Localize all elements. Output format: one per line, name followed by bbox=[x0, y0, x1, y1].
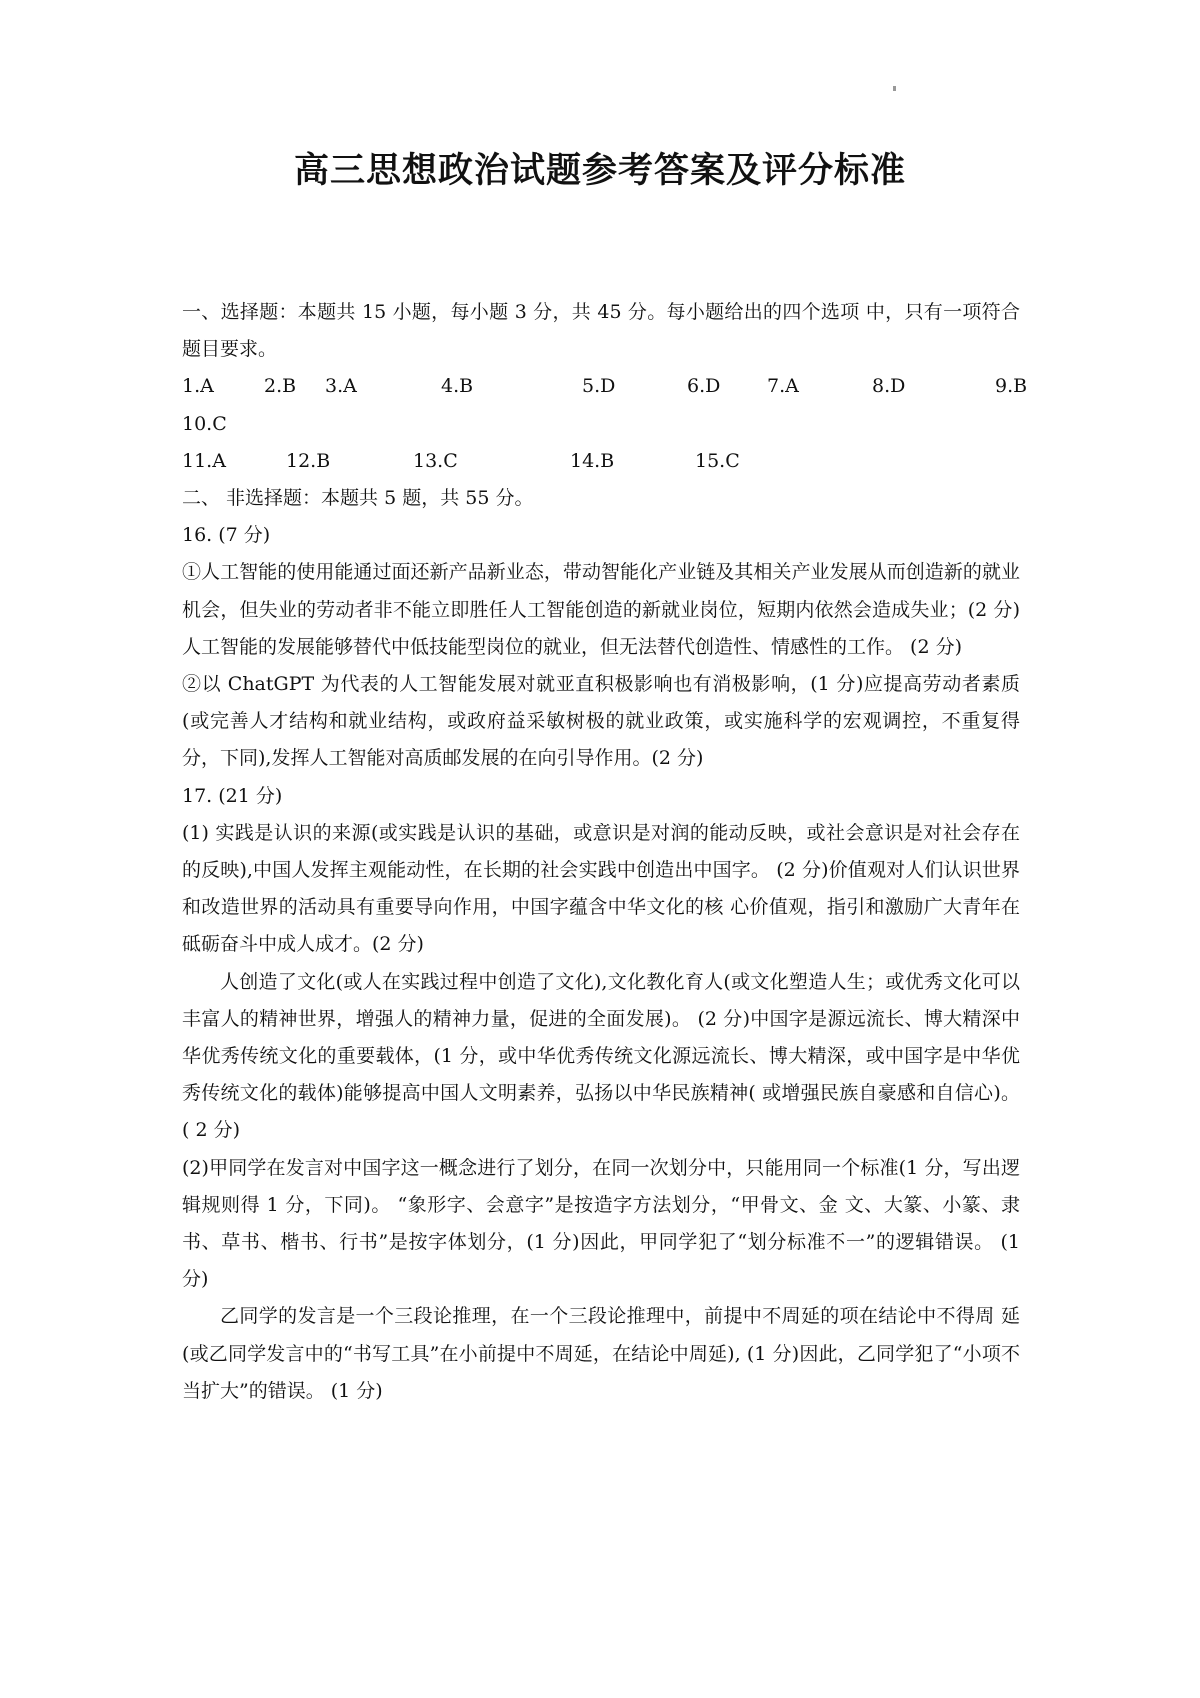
answer-item: 15.C bbox=[695, 449, 740, 472]
answer-item: 13.C bbox=[413, 449, 458, 472]
answer-item: 14.B bbox=[570, 449, 615, 472]
answer-item: 9.B bbox=[995, 375, 1028, 398]
answer-item: 7.A bbox=[767, 375, 799, 398]
answer-item: 10.C bbox=[182, 412, 227, 435]
question-17-answer-1: (1) 实践是认识的来源(或实践是认识的基础，或意识是对润的能动反映，或社会意识是对社会存在的反映),中国人发挥主观能动性，在长期的社会实践中创造出中国字。 (2 分)价值观对人们认识世界和改造世界的活动具有重要导向作用，中国字蕴含中华文化的核 心价值观，指引和激励广大青年在砥砺奋斗中成人成才。(2 分) bbox=[182, 821, 1020, 956]
answer-item: 12.B bbox=[286, 449, 331, 472]
page-title: 高三思想政治试题参考答案及评分标准 bbox=[293, 150, 906, 191]
question-16-label: 16. (7 分) bbox=[182, 524, 271, 547]
answer-row-2 bbox=[182, 406, 1020, 443]
question-17-answer-4: 乙同学的发言是一个三段论推理，在一个三段论推理中，前提中不周延的项在结论中不得周 延(或乙同学发言中的“书写工具”在小前提中不周延，在结论中周延), (1 分)因此，乙同学犯了“小项不当扩大”的错误。 (1 分) bbox=[182, 1305, 1020, 1402]
answer-item: 5.D bbox=[582, 375, 616, 398]
section1-heading: 一、选择题：本题共 15 小题，每小题 3 分，共 45 分。每小题给出的四个选项 中，只有一项符合题目要求。 bbox=[182, 301, 1020, 361]
answer-row-3 bbox=[182, 443, 1020, 480]
answer-item: 6.D bbox=[687, 375, 721, 398]
document-body bbox=[182, 294, 1028, 1410]
question-17-answer-2: 人创造了文化(或人在实践过程中创造了文化),文化教化育人(或文化塑造人生；或优秀文化可以丰富人的精神世界，增强人的精神力量，促进的全面发展)。 (2 分)中国字是源远流长、博大精深中华优秀传统文化的重要载体，(1 分，或中华优秀传统文化源远流长、博大精深，或中国字是中华优秀传统文化的载体)能够提高中国人文明素养，弘扬以中华民族精神( 或增强民族自豪感和自信心)。 ( 2 分) bbox=[182, 970, 1020, 1142]
question-16-answer-1: ①人工智能的使用能通过面还新产品新业态，带动智能化产业链及其相关产业发展从而创造新的就业机会，但失业的劳动者非不能立即胜任人工智能创造的新就业岗位，短期内依然会造成失业；(2 分)人工智能的发展能够替代中低技能型岗位的就业，但无法替代创造性、情感性的工作。 (2 分) bbox=[182, 561, 1020, 658]
question-16-answer-2: ②以 ChatGPT 为代表的人工智能发展对就亚直积极影响也有消极影响，(1 分)应提高劳动者素质(或完善人才结构和就业结构，或政府益采敏树极的就业政策，或实施科学的宏观调控，不重复得分，下同),发挥人工智能对高质邮发展的在向引导作用。(2 分) bbox=[182, 672, 1020, 770]
scan-dot bbox=[893, 86, 896, 91]
answer-item: 1.A bbox=[182, 375, 214, 398]
question-17-answer-3: (2)甲同学在发言对中国字这一概念进行了划分，在同一次划分中，只能用同一个标准(1 分，写出逻辑规则得 1 分，下同)。 “象形字、会意字”是按造字方法划分，“甲骨文、金 文、大篆、小篆、隶书、草书、楷书、行书”是按字体划分，(1 分)因此，甲同学犯了“划分标准不一”的逻辑错误。 (1 分) bbox=[182, 1156, 1020, 1291]
answer-item: 8.D bbox=[872, 375, 906, 398]
answer-item: 3.A bbox=[325, 375, 357, 398]
section2-heading: 二、 非选择题：本题共 5 题，共 55 分。 bbox=[182, 486, 534, 509]
question-17-label: 17. (21 分) bbox=[182, 784, 283, 807]
answer-item: 2.B bbox=[264, 375, 297, 398]
answer-row-1 bbox=[182, 368, 1028, 405]
answer-item: 11.A bbox=[182, 449, 226, 472]
answer-item: 4.B bbox=[441, 375, 474, 398]
